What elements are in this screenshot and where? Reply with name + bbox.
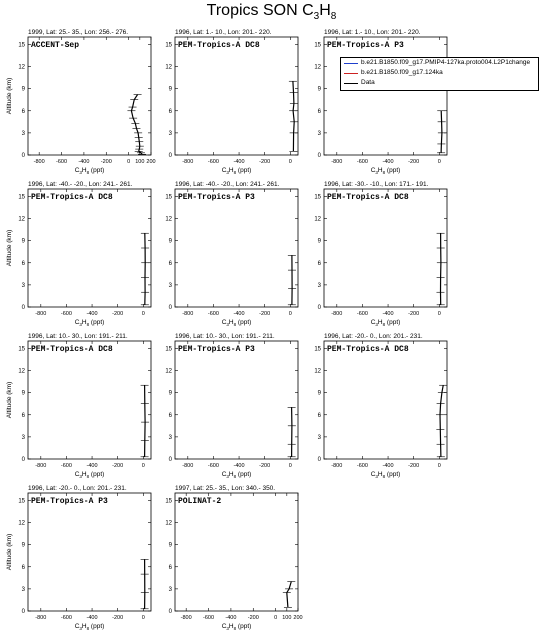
x-axis-label-part: C — [74, 623, 80, 630]
y-tick-label: 3 — [317, 434, 321, 441]
y-tick-label: 9 — [168, 238, 172, 245]
x-axis-label-part: (ppt) — [385, 167, 401, 174]
x-tick-label: 100 — [135, 159, 145, 165]
x-axis-label-part: H — [81, 623, 87, 630]
x-tick-label: -400 — [233, 463, 245, 469]
y-tick-label: 0 — [21, 305, 25, 311]
y-tick-label: 15 — [314, 346, 321, 353]
panel-title: 1996, Lat: -30.- -10., Lon: 171.- 191. — [324, 181, 429, 188]
title-subscript-1: 3 — [313, 11, 320, 23]
y-tick-label: 9 — [317, 86, 321, 93]
y-tick-label: 15 — [314, 194, 321, 201]
x-axis-label-part: H — [228, 167, 234, 174]
y-tick-label: 12 — [18, 520, 25, 527]
x-tick-label: -200 — [259, 159, 271, 165]
x-tick-label: -400 — [225, 615, 237, 621]
legend-swatch-blue — [344, 63, 358, 64]
y-tick-label: 6 — [317, 412, 321, 419]
plot-frame — [175, 341, 298, 459]
campaign-label: POLINAT-2 — [178, 497, 222, 506]
title-subscript-2: 8 — [330, 11, 337, 23]
x-tick-label: -400 — [382, 311, 394, 317]
x-axis-label-part: 8 — [382, 170, 386, 175]
x-axis-label-part: H — [377, 167, 383, 174]
panel — [314, 29, 447, 175]
plot-frame — [28, 37, 151, 155]
x-tick-label: 0 — [141, 311, 145, 317]
plot-frame — [324, 37, 447, 155]
x-tick-label: -600 — [356, 159, 368, 165]
x-axis-label — [222, 623, 252, 631]
x-tick-label: -800 — [35, 311, 47, 317]
x-axis-label-part: 8 — [233, 322, 237, 327]
x-axis-label-part: 8 — [86, 170, 90, 175]
x-tick-label: -600 — [203, 615, 215, 621]
y-tick-label: 12 — [314, 64, 321, 71]
data-line — [287, 582, 292, 608]
x-axis-label-part: 8 — [233, 626, 237, 631]
x-axis-label-part: H — [228, 319, 234, 326]
title-text-2: H — [319, 2, 331, 19]
y-tick-label: 0 — [168, 457, 172, 463]
x-tick-label: -400 — [86, 463, 98, 469]
x-tick-label: 0 — [141, 615, 145, 621]
x-tick-label: 0 — [288, 159, 292, 165]
x-tick-label: -600 — [60, 311, 72, 317]
x-tick-label: -800 — [35, 463, 47, 469]
y-tick-label: 12 — [18, 368, 25, 375]
x-axis-label-part: H — [81, 471, 87, 478]
plot-frame — [28, 493, 151, 611]
x-tick-label: 0 — [437, 159, 441, 165]
y-tick-label: 15 — [314, 42, 321, 49]
legend-swatch-red — [344, 73, 358, 74]
campaign-label: PEM-Tropics-A DC8 — [178, 41, 260, 50]
x-tick-label: -200 — [259, 311, 271, 317]
x-tick-label: 0 — [437, 463, 441, 469]
y-tick-label: 6 — [21, 564, 25, 571]
panel-title: 1996, Lat: 1.- 10., Lon: 201.- 220. — [324, 29, 421, 36]
x-tick-label: -800 — [331, 159, 343, 165]
panel — [314, 333, 447, 479]
data-line — [293, 81, 294, 151]
x-tick-label: -800 — [33, 159, 45, 165]
y-tick-label: 0 — [21, 153, 25, 159]
y-tick-label: 3 — [21, 434, 25, 441]
x-axis-label-part: H — [377, 319, 383, 326]
panel — [165, 29, 298, 175]
x-axis-label-part: 3 — [79, 474, 82, 479]
y-tick-label: 15 — [165, 42, 172, 49]
plot-frame — [175, 189, 298, 307]
campaign-label: PEM-Tropics-A DC8 — [327, 193, 409, 202]
x-axis-label-part: C — [74, 167, 80, 174]
x-tick-label: -600 — [356, 463, 368, 469]
x-tick-label: -400 — [86, 615, 98, 621]
legend-entry — [341, 68, 538, 78]
y-tick-label: 0 — [21, 457, 25, 463]
y-tick-label: 15 — [165, 498, 172, 505]
x-tick-label: 200 — [293, 615, 303, 621]
x-tick-label: -200 — [100, 159, 112, 165]
y-tick-label: 6 — [168, 564, 172, 571]
y-tick-label: 9 — [168, 390, 172, 397]
x-axis-label-part: 3 — [226, 474, 229, 479]
x-axis-label — [75, 623, 105, 631]
x-tick-label: 100 — [282, 615, 292, 621]
y-tick-label: 0 — [21, 609, 25, 615]
x-tick-label: -800 — [182, 311, 194, 317]
x-tick-label: -200 — [408, 311, 420, 317]
chart-legend — [340, 57, 539, 91]
y-tick-label: 3 — [168, 282, 172, 289]
panel — [165, 485, 302, 631]
data-line — [131, 95, 142, 155]
x-axis-label-part: H — [377, 471, 383, 478]
data-line — [145, 385, 146, 457]
x-axis-label-part: C — [370, 471, 376, 478]
panel — [6, 29, 156, 175]
x-axis-label-part: (ppt) — [385, 471, 401, 478]
x-axis-label-part: 3 — [226, 170, 229, 175]
x-tick-label: -600 — [60, 615, 72, 621]
x-tick-label: -200 — [408, 463, 420, 469]
plot-frame — [28, 189, 151, 307]
y-tick-label: 9 — [317, 390, 321, 397]
y-tick-label: 3 — [21, 282, 25, 289]
y-tick-label: 0 — [168, 305, 172, 311]
x-tick-label: -400 — [382, 159, 394, 165]
x-axis-label-part: 8 — [86, 626, 90, 631]
x-axis-label-part: 8 — [233, 474, 237, 479]
plot-frame — [28, 341, 151, 459]
y-tick-label: 3 — [168, 434, 172, 441]
y-axis-label: Altitude (km) — [6, 77, 13, 115]
x-tick-label: -200 — [259, 463, 271, 469]
x-tick-label: -600 — [207, 311, 219, 317]
y-tick-label: 6 — [21, 108, 25, 115]
y-tick-label: 12 — [314, 368, 321, 375]
y-tick-label: 6 — [317, 260, 321, 267]
panel-title: 1996, Lat: -40.- -20., Lon: 241.- 261. — [28, 181, 133, 188]
x-axis-label-part: C — [221, 319, 227, 326]
x-axis-label-part: 8 — [86, 474, 90, 479]
campaign-label: PEM-Tropics-A P3 — [31, 497, 108, 506]
y-tick-label: 12 — [18, 216, 25, 223]
x-tick-label: 0 — [127, 159, 131, 165]
x-axis-label-part: 8 — [86, 322, 90, 327]
x-tick-label: -800 — [180, 615, 192, 621]
y-tick-label: 0 — [317, 153, 321, 159]
x-tick-label: 200 — [146, 159, 156, 165]
legend-swatch-black — [344, 83, 358, 84]
y-tick-label: 0 — [168, 609, 172, 615]
x-tick-label: -200 — [112, 615, 124, 621]
x-axis-label-part: (ppt) — [236, 623, 252, 630]
panel-title: 1999, Lat: 25.- 35., Lon: 256.- 276. — [28, 29, 129, 36]
x-tick-label: -600 — [56, 159, 68, 165]
panel-title: 1996, Lat: -20.- 0., Lon: 201.- 231. — [324, 333, 423, 340]
y-tick-label: 6 — [317, 108, 321, 115]
plot-frame — [175, 493, 298, 611]
x-axis-label-part: C — [221, 471, 227, 478]
y-tick-label: 6 — [21, 412, 25, 419]
y-tick-label: 9 — [168, 542, 172, 549]
y-tick-label: 15 — [18, 498, 25, 505]
y-tick-label: 15 — [18, 194, 25, 201]
y-tick-label: 6 — [168, 260, 172, 267]
x-tick-label: 0 — [288, 463, 292, 469]
plot-frame — [324, 341, 447, 459]
x-axis-label-part: 3 — [375, 170, 378, 175]
legend-label: b.e21.B1850.f09_g17.PMIP4-127ka.proto004.L2P1change — [361, 59, 531, 66]
y-tick-label: 9 — [21, 542, 25, 549]
panel — [6, 181, 151, 327]
y-tick-label: 0 — [168, 153, 172, 159]
x-tick-label: -800 — [331, 463, 343, 469]
panel-title: 1996, Lat: -20.- 0., Lon: 201.- 231. — [28, 485, 127, 492]
panel — [165, 333, 298, 479]
y-tick-label: 12 — [165, 216, 172, 223]
x-tick-label: -600 — [207, 159, 219, 165]
title-text: Tropics SON C — [206, 2, 314, 19]
x-tick-label: -400 — [233, 159, 245, 165]
x-tick-label: 0 — [437, 311, 441, 317]
y-tick-label: 9 — [317, 238, 321, 245]
x-axis-label-part: (ppt) — [89, 623, 105, 630]
x-axis-label-part: H — [81, 319, 87, 326]
x-tick-label: -200 — [112, 311, 124, 317]
y-tick-label: 3 — [317, 282, 321, 289]
y-tick-label: 12 — [165, 64, 172, 71]
x-tick-label: 0 — [274, 615, 278, 621]
x-tick-label: -600 — [207, 463, 219, 469]
x-tick-label: -400 — [233, 311, 245, 317]
x-axis-label-part: (ppt) — [89, 471, 105, 478]
y-tick-label: 6 — [21, 260, 25, 267]
x-axis-label — [75, 471, 105, 479]
x-tick-label: -800 — [182, 463, 194, 469]
x-axis-label-part: 3 — [375, 322, 378, 327]
x-axis-label-part: 3 — [79, 170, 82, 175]
y-tick-label: 3 — [21, 586, 25, 593]
x-axis-label-part: (ppt) — [89, 167, 105, 174]
x-axis-label-part: 3 — [226, 626, 229, 631]
x-axis-label — [371, 471, 401, 479]
x-axis-label-part: 8 — [382, 474, 386, 479]
panel-title: 1996, Lat: 1.- 10., Lon: 201.- 220. — [175, 29, 272, 36]
x-axis-label — [222, 319, 252, 327]
campaign-label: ACCENT-Sep — [31, 41, 80, 50]
y-tick-label: 12 — [165, 368, 172, 375]
campaign-label: PEM-Tropics-A DC8 — [31, 345, 113, 354]
panel-title: 1997, Lat: 25.- 35., Lon: 340.- 350. — [175, 485, 276, 492]
y-tick-label: 12 — [18, 64, 25, 71]
y-tick-label: 12 — [314, 216, 321, 223]
y-axis-label: Altitude (km) — [6, 229, 13, 267]
x-axis-label-part: C — [221, 167, 227, 174]
panel — [314, 181, 447, 327]
x-tick-label: -200 — [112, 463, 124, 469]
x-tick-label: -400 — [86, 311, 98, 317]
y-tick-label: 15 — [165, 346, 172, 353]
y-tick-label: 12 — [165, 520, 172, 527]
legend-label: Data — [361, 79, 375, 86]
x-tick-label: -600 — [356, 311, 368, 317]
x-axis-label — [371, 319, 401, 327]
x-axis-label-part: H — [228, 623, 234, 630]
x-axis-label — [75, 319, 105, 327]
x-axis-label-part: 8 — [382, 322, 386, 327]
campaign-label: PEM-Tropics-A P3 — [178, 193, 255, 202]
x-axis-label-part: (ppt) — [236, 167, 252, 174]
x-axis-label-part: (ppt) — [236, 471, 252, 478]
plot-frame — [175, 37, 298, 155]
x-axis-label-part: C — [74, 471, 80, 478]
plot-frame — [324, 189, 447, 307]
x-axis-label-part: H — [228, 471, 234, 478]
legend-entry — [341, 78, 538, 88]
y-tick-label: 9 — [168, 86, 172, 93]
y-tick-label: 0 — [317, 457, 321, 463]
x-tick-label: 0 — [288, 311, 292, 317]
y-tick-label: 3 — [168, 586, 172, 593]
x-axis-label — [222, 471, 252, 479]
x-axis-label-part: H — [81, 167, 87, 174]
legend-label: b.e21.B1850.f09_g17.124ka — [361, 69, 443, 76]
x-tick-label: -800 — [331, 311, 343, 317]
campaign-label: PEM-Tropics-A DC8 — [327, 345, 409, 354]
x-axis-label-part: C — [221, 623, 227, 630]
x-tick-label: -800 — [35, 615, 47, 621]
x-axis-label-part: 3 — [226, 322, 229, 327]
panel-title: 1996, Lat: -40.- -20., Lon: 241.- 261. — [175, 181, 280, 188]
y-tick-label: 6 — [168, 108, 172, 115]
legend-entry — [341, 58, 538, 68]
y-axis-label: Altitude (km) — [6, 533, 13, 571]
y-tick-label: 9 — [21, 238, 25, 245]
x-axis-label — [75, 167, 105, 175]
y-tick-label: 3 — [21, 130, 25, 137]
x-tick-label: -400 — [78, 159, 90, 165]
data-line — [440, 385, 443, 457]
campaign-label: PEM-Tropics-A P3 — [178, 345, 255, 354]
data-line — [441, 111, 442, 153]
y-tick-label: 15 — [165, 194, 172, 201]
panel — [6, 485, 151, 631]
campaign-label: PEM-Tropics-A DC8 — [31, 193, 113, 202]
panel — [165, 181, 298, 327]
x-tick-label: -800 — [182, 159, 194, 165]
y-tick-label: 6 — [168, 412, 172, 419]
x-axis-label-part: 8 — [233, 170, 237, 175]
y-tick-label: 3 — [168, 130, 172, 137]
y-tick-label: 15 — [18, 346, 25, 353]
y-tick-label: 9 — [21, 86, 25, 93]
x-tick-label: -200 — [408, 159, 420, 165]
x-axis-label-part: 3 — [375, 474, 378, 479]
x-axis-label-part: C — [74, 319, 80, 326]
panel-title: 1996, Lat: 10.- 30., Lon: 191.- 211. — [28, 333, 128, 340]
x-axis-label — [371, 167, 401, 175]
panel — [6, 333, 151, 479]
x-axis-label-part: 3 — [79, 626, 82, 631]
x-tick-label: -600 — [60, 463, 72, 469]
panel-title: 1996, Lat: 10.- 30., Lon: 191.- 211. — [175, 333, 275, 340]
x-axis-label-part: (ppt) — [385, 319, 401, 326]
x-axis-label-part: (ppt) — [89, 319, 105, 326]
x-tick-label: -200 — [247, 615, 259, 621]
y-axis-label: Altitude (km) — [6, 381, 13, 419]
y-tick-label: 9 — [21, 390, 25, 397]
x-tick-label: -400 — [382, 463, 394, 469]
y-tick-label: 0 — [317, 305, 321, 311]
x-axis-label-part: 3 — [79, 322, 82, 327]
x-axis-label-part: C — [370, 167, 376, 174]
y-tick-label: 15 — [18, 42, 25, 49]
x-axis-label — [222, 167, 252, 175]
x-tick-label: 0 — [141, 463, 145, 469]
x-axis-label-part: C — [370, 319, 376, 326]
campaign-label: PEM-Tropics-A P3 — [327, 41, 404, 50]
y-tick-label: 3 — [317, 130, 321, 137]
x-axis-label-part: (ppt) — [236, 319, 252, 326]
